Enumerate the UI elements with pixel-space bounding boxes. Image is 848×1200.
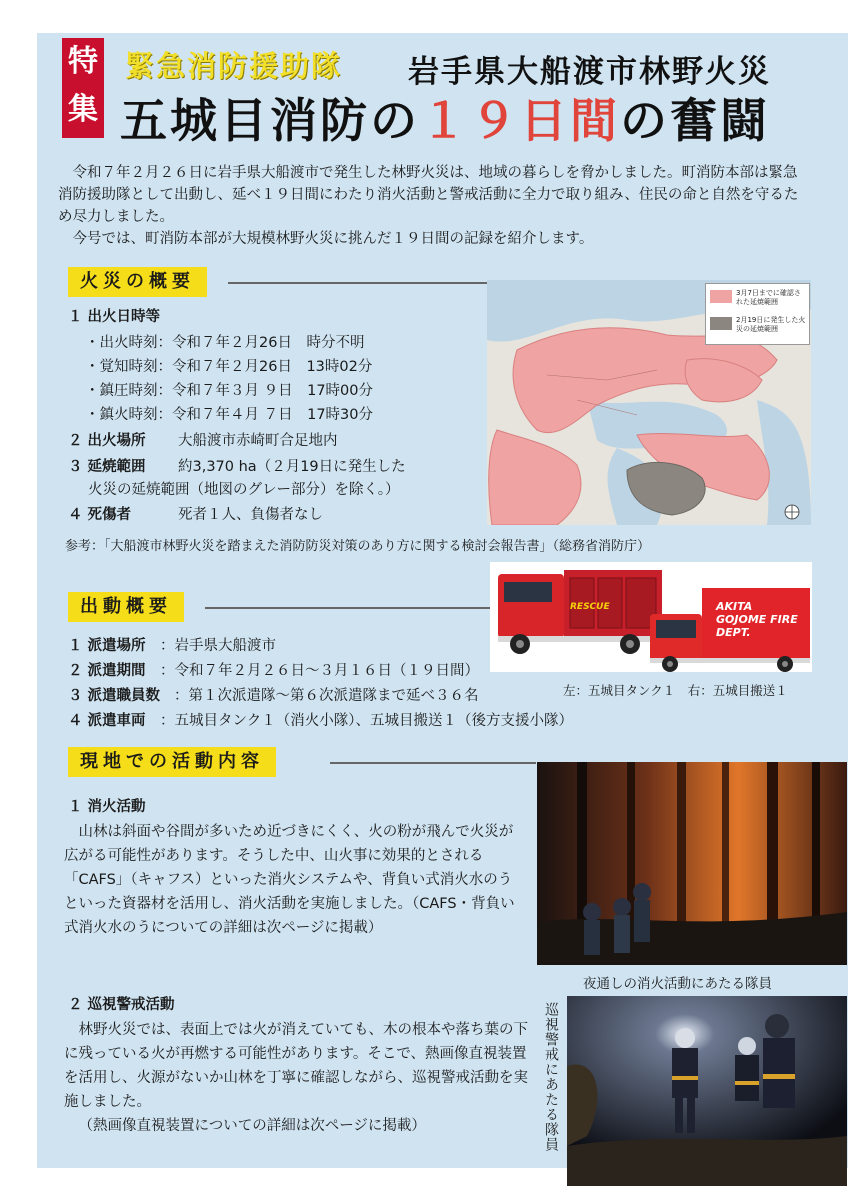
dispatch-item-3-value: ：第１次派遣隊～第６次派遣隊まで延べ３６名 [174, 688, 479, 704]
dispatch-item-4-value: ：五城目タンク１（消火小隊）、五城目搬送１（後方支援小隊） [160, 713, 573, 729]
firefighting-graphic [537, 762, 847, 965]
map-legend [705, 283, 810, 345]
patrol-caption: 巡視警戒にあたる隊員 [543, 1002, 559, 1152]
section-divider [228, 282, 488, 284]
activity-2-paragraph: 林野火災では、表面上では火が消えていても、木の根本や落ち葉の下に残っている火が再燃する可能性があります。そこで、熱画像直視装置を活用し、火源がないか山林を丁寧に確認しながら、巡視警戒活動を実施しました。 [64, 1022, 528, 1110]
fire-item-4-label: ４ 死傷者 [68, 507, 132, 523]
activity-2-heading: ２ 巡視警戒活動 [68, 997, 175, 1013]
reference-note: 参考：「大船渡市林野火災を踏まえた消防防災対策のあり方に関する検討会報告書」（総務省消防庁） [65, 539, 651, 554]
night-patrol-photo [567, 996, 847, 1186]
firefighting-caption: 夜通しの消火活動にあたる隊員 [583, 976, 772, 992]
legend-text-gray: 2月19日に発生した火災の延焼範囲 [736, 316, 806, 333]
fire-item-2-value: 大船渡市赤崎町合足地内 [178, 433, 338, 449]
legend-text-pink: 3月7日までに確認された延焼範囲 [736, 289, 801, 306]
page-title [120, 84, 770, 151]
patrol-graphic [567, 996, 847, 1186]
intro-paragraph-1: 令和７年２月２６日に岩手県大船渡市で発生した林野火災は、地域の暮らしを脅かしました。町消防本部は緊急消防援助隊として出動し、延べ１９日間にわたり消火活動と警戒活動に全力で取り組み、住民の命と自然を守るため尽力しました。 [58, 165, 799, 225]
fire-trucks-photo [490, 562, 812, 672]
legend-swatch-pink [710, 290, 732, 303]
feature-badge: 特集 [62, 38, 104, 138]
fire-time-outbreak: ・出火時刻：令和７年２月26日 時分不明 [85, 335, 365, 351]
title-part-a: 五城目消防の [120, 94, 420, 149]
fire-time-suppressed: ・鎮圧時刻：令和７年３月 ９日 17時00分 [85, 383, 374, 399]
emergency-team-label: 緊急消防援助隊 [125, 49, 343, 83]
activity-2-note: （熱画像直視装置についての詳細は次ページに掲載） [78, 1118, 426, 1134]
fire-item-4-value: 死者１人、負傷者なし [178, 507, 323, 523]
dispatch-item-2-label: ２ 派遣期間 [68, 663, 146, 679]
title-part-b: １９日間 [420, 94, 620, 149]
activity-2-text [64, 1018, 529, 1138]
dispatch-heading: 出動概要 [68, 592, 184, 622]
fire-item-3-note: 火災の延焼範囲（地図のグレー部分）を除く。） [88, 482, 400, 498]
section-divider [330, 762, 536, 764]
activity-1-text [64, 820, 524, 940]
legend-swatch-gray [710, 317, 732, 330]
fire-time-extinguished: ・鎮火時刻：令和７年４月 ７日 17時30分 [85, 407, 374, 423]
title-part-c: の奮闘 [620, 94, 770, 149]
trucks-caption: 左：五城目タンク１ 右：五城目搬送１ [563, 683, 788, 698]
fire-time-detected: ・覚知時刻：令和７年２月26日 13時02分 [85, 359, 373, 375]
dispatch-item-1-label: １ 派遣場所 [68, 638, 146, 654]
fire-overview-heading: 火災の概要 [68, 267, 207, 297]
section-divider [205, 607, 493, 609]
activity-1-heading: １ 消火活動 [68, 799, 146, 815]
fire-item-3-label: ３ 延焼範囲 [68, 459, 146, 475]
dispatch-item-3-label: ３ 派遣職員数 [68, 688, 161, 704]
dispatch-item-4-label: ４ 派遣車両 [68, 713, 146, 729]
fire-item-2-label: ２ 出火場所 [68, 433, 146, 449]
activity-heading: 現地での活動内容 [68, 747, 276, 777]
dispatch-item-1-value: ：岩手県大船渡市 [160, 638, 276, 654]
fire-item-3-value: 約3,370 ha（２月19日に発生した [178, 459, 406, 475]
night-firefighting-photo [537, 762, 847, 965]
incident-location: 岩手県大船渡市林野火災 [408, 54, 771, 90]
activity-1-paragraph: 山林は斜面や谷間が多いため近づきにくく、火の粉が飛んで火災が広がる可能性があります。そうした中、山火事に効果的とされる「CAFS」（キャフス）といった消火システムや、背負い式消火水のうといった資器材を活用し、消火活動を実施しました。（CAFS・背負い式消火水のうについての詳細は次ページに掲載） [64, 824, 515, 936]
intro-paragraph-2: 今号では、町消防本部が大規模林野火災に挑んだ１９日間の記録を紹介します。 [72, 231, 594, 247]
dispatch-item-2-value: ：令和７年２月２６日～３月１６日（１９日間） [160, 663, 479, 679]
truck-rescue-label: RESCUE [570, 602, 610, 612]
intro-text [58, 162, 808, 250]
fire-item-1-label: １ 出火日時等 [68, 309, 161, 325]
truck-side-label: AKITA GOJOME FIRE DEPT. [716, 600, 798, 639]
